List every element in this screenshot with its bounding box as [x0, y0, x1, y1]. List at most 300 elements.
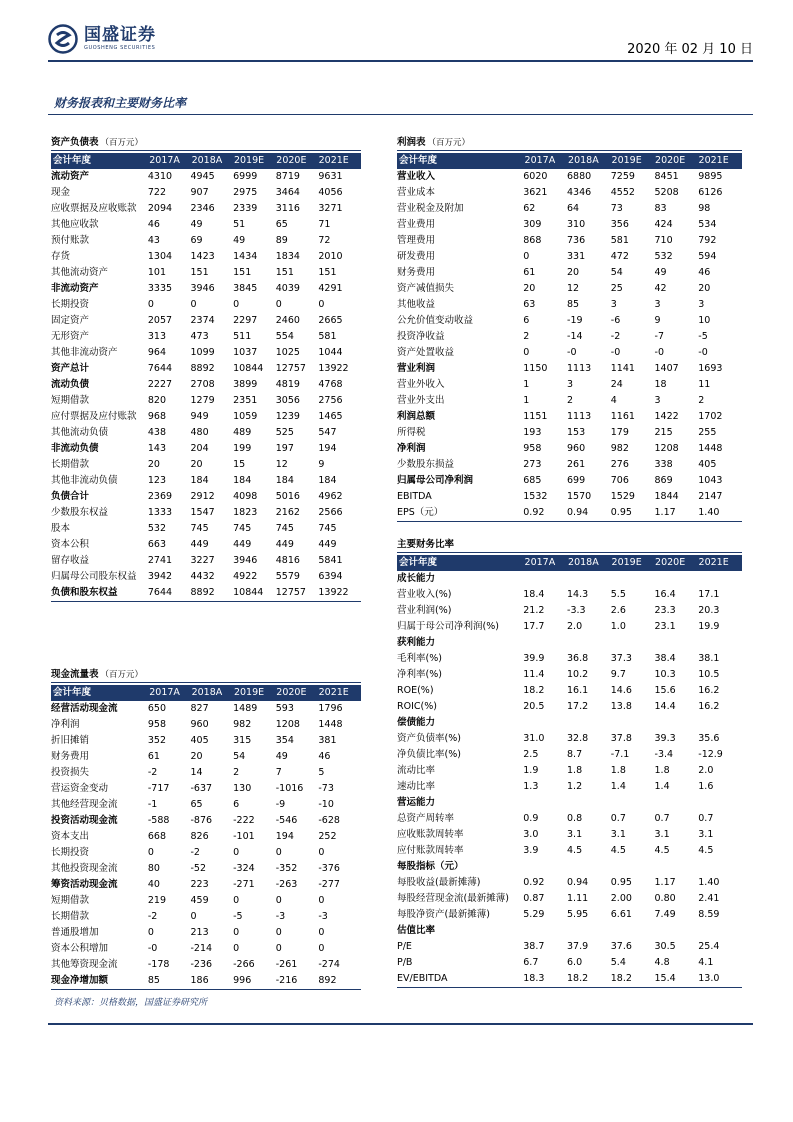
cell-value: 1693: [698, 363, 723, 374]
cell-value: 184: [275, 475, 294, 486]
cell-value: 0.80: [654, 893, 676, 904]
table-title: [397, 136, 742, 151]
cell-value: 4.5: [567, 845, 583, 856]
cell-value: -9: [275, 799, 286, 810]
cell-value: 46: [698, 267, 711, 278]
cell-value: 6880: [567, 171, 592, 182]
cell-value: 179: [610, 427, 629, 438]
cell-value: [698, 715, 742, 731]
cell-value: 5.29: [523, 909, 545, 920]
cell-value: -3: [318, 911, 328, 922]
row-label: 短期借款: [51, 895, 90, 906]
row-label: 总资产周转率: [397, 813, 455, 824]
cell-value: 3845: [233, 283, 258, 294]
cell-value: [655, 923, 699, 939]
cell-value: [523, 795, 567, 811]
section-row: [397, 859, 742, 875]
cell-value: 10.2: [567, 669, 589, 680]
year-header: 2020E: [276, 687, 307, 698]
table-header-row: [397, 153, 742, 169]
cell-value: 15.6: [654, 685, 676, 696]
cell-value: 273: [523, 459, 542, 470]
cell-value: 14: [190, 767, 203, 778]
row-label: 资本公积: [51, 539, 90, 550]
cell-value: 12: [567, 283, 580, 294]
cell-value: 4819: [275, 379, 300, 390]
row-label: 筹资活动现金流: [51, 879, 118, 890]
row-label: 现金净增加额: [51, 975, 109, 986]
row-label: 财务费用: [51, 751, 90, 762]
cell-value: 12: [275, 459, 288, 470]
table-row: [397, 731, 742, 747]
year-header: 2020E: [655, 155, 686, 166]
section-row: [397, 571, 742, 587]
cell-value: 15: [233, 459, 246, 470]
row-label: 资产总计: [51, 363, 90, 374]
table-row: [397, 393, 742, 409]
row-label: 获利能力: [397, 637, 436, 648]
cell-value: -73: [318, 783, 334, 794]
cell-value: 40: [147, 879, 160, 890]
table-row: [51, 909, 361, 925]
cell-value: 10.3: [654, 669, 676, 680]
table-header-row: [51, 153, 361, 169]
row-label: 成长能力: [397, 573, 436, 584]
cell-value: 13.0: [698, 973, 720, 984]
row-label: 应付账款周转率: [397, 845, 464, 856]
cell-value: 4291: [318, 283, 343, 294]
cell-value: 2147: [698, 491, 723, 502]
cell-value: 11: [698, 379, 711, 390]
table-row: [51, 733, 361, 749]
cell-value: 996: [233, 975, 252, 986]
cell-value: 0: [147, 847, 154, 858]
cell-value: 25: [610, 283, 623, 294]
table-row: [51, 797, 361, 813]
cell-value: 868: [523, 235, 542, 246]
table-row: [51, 765, 361, 781]
cell-value: 6.61: [610, 909, 632, 920]
cell-value: 0: [275, 943, 282, 954]
cell-value: 2460: [275, 315, 300, 326]
cell-value: 315: [233, 735, 252, 746]
cell-value: 5.4: [610, 957, 626, 968]
row-label: 营业税金及附加: [397, 203, 464, 214]
cell-value: -2: [147, 767, 158, 778]
cell-value: [698, 635, 742, 651]
cell-value: 7644: [147, 587, 173, 598]
row-label: 每股净资产(最新摊薄): [397, 909, 490, 920]
cell-value: 4962: [318, 491, 343, 502]
row-label: 营业收入(%): [397, 589, 452, 600]
row-label: 长期投资: [51, 847, 90, 858]
cell-value: 1141: [610, 363, 635, 374]
table-row: [397, 425, 742, 441]
cell-value: 405: [698, 459, 717, 470]
table-row: [51, 505, 361, 521]
cell-value: 37.3: [610, 653, 632, 664]
table-title-text: 利润表: [397, 137, 426, 148]
cell-value: 1702: [698, 411, 723, 422]
row-label: 其他筹资现金流: [51, 959, 118, 970]
cell-value: 0.8: [567, 813, 583, 824]
row-label: 估值比率: [397, 925, 436, 936]
cell-value: -14: [567, 331, 583, 342]
table-row: [397, 651, 742, 667]
cell-value: 46: [318, 751, 331, 762]
year-header: 2017A: [524, 155, 556, 166]
year-header: 2017A: [149, 687, 180, 698]
cell-value: 745: [275, 523, 294, 534]
cell-value: 65: [275, 219, 288, 230]
cell-value: [611, 923, 655, 939]
cell-value: 14.4: [654, 701, 676, 712]
cell-value: 1.40: [698, 507, 720, 518]
cell-value: 722: [147, 187, 167, 198]
cell-value: 30.5: [654, 941, 676, 952]
cell-value: -3: [275, 911, 286, 922]
cell-value: 0: [318, 943, 325, 954]
cell-value: 14.3: [567, 589, 589, 600]
cell-value: 98: [698, 203, 711, 214]
cell-value: -12.9: [698, 749, 723, 760]
cell-value: 1208: [275, 719, 300, 730]
cell-value: 20: [523, 283, 536, 294]
table-row: [51, 361, 361, 377]
cell-value: 3.1: [567, 829, 583, 840]
cell-value: 1570: [567, 491, 592, 502]
cell-value: 2162: [275, 507, 300, 518]
year-header: 2020E: [276, 155, 307, 166]
row-label: 少数股东损益: [397, 459, 455, 470]
cell-value: 3.1: [610, 829, 626, 840]
table-header-row: [51, 685, 361, 701]
row-label: P/B: [397, 957, 413, 968]
cell-value: 699: [567, 475, 586, 486]
cell-value: 1279: [190, 395, 215, 406]
cell-value: -266: [233, 959, 255, 970]
cell-value: -376: [318, 863, 340, 874]
cell-value: 650: [147, 703, 167, 714]
year-header: 2019E: [611, 155, 642, 166]
table-row: [397, 265, 742, 281]
year-header: 2021E: [698, 155, 729, 166]
cell-value: 6: [523, 315, 530, 326]
cell-value: 4098: [233, 491, 258, 502]
year-header: 2021E: [318, 155, 349, 166]
table-row: [397, 619, 742, 635]
table-row: [51, 893, 361, 909]
cell-value: 968: [147, 411, 167, 422]
year-header: 2018A: [191, 687, 223, 698]
cell-value: 194: [318, 443, 337, 454]
table-row: [397, 169, 742, 185]
cell-value: 39.9: [523, 653, 545, 664]
cell-value: 745: [190, 523, 209, 534]
cell-value: 130: [233, 783, 252, 794]
cell-value: 38.4: [654, 653, 676, 664]
row-label: 长期投资: [51, 299, 90, 310]
cell-value: 745: [318, 523, 337, 534]
row-label: 应收票据及应收账款: [51, 203, 137, 214]
row-label: 长期借款: [51, 459, 90, 470]
row-label: 无形资产: [51, 331, 90, 342]
cell-value: 0: [233, 847, 240, 858]
cell-value: 2756: [318, 395, 343, 406]
cell-value: [655, 715, 699, 731]
row-label: EBITDA: [397, 491, 432, 502]
cell-value: 16.4: [654, 589, 676, 600]
cell-value: 14.6: [610, 685, 632, 696]
cell-value: 5016: [275, 491, 300, 502]
cell-value: 4552: [610, 187, 635, 198]
row-label: 现金: [51, 187, 71, 198]
cell-value: 5: [318, 767, 325, 778]
cell-value: 3116: [275, 203, 300, 214]
row-label: 资本公积增加: [51, 943, 109, 954]
table-title: [51, 136, 361, 151]
row-label: 其他收益: [397, 299, 436, 310]
source-note: 资料来源：贝格数据，国盛证券研究所: [54, 998, 208, 1008]
cell-value: [567, 923, 611, 939]
cell-value: 0: [147, 927, 154, 938]
company-logo: [48, 20, 156, 58]
cell-value: 3946: [190, 283, 215, 294]
cell-value: 51: [233, 219, 246, 230]
row-label: 所得税: [397, 427, 426, 438]
row-label: 其他非流动资产: [51, 347, 118, 358]
table-row: [397, 891, 742, 907]
cell-value: 10844: [233, 587, 264, 598]
cell-value: 668: [147, 831, 167, 842]
cell-value: 982: [233, 719, 252, 730]
cell-value: 2: [567, 395, 574, 406]
cell-value: 892: [318, 975, 337, 986]
row-label: 利润总额: [397, 411, 436, 422]
cell-value: 1239: [275, 411, 300, 422]
year-header: 2021E: [318, 687, 349, 698]
cell-value: 38.7: [523, 941, 545, 952]
cell-value: 9631: [318, 171, 343, 182]
row-label: 净利润: [397, 443, 426, 454]
header-divider: [48, 60, 753, 62]
row-label: 资产减值损失: [397, 283, 455, 294]
cell-value: 6020: [523, 171, 548, 182]
table-row: [397, 907, 742, 923]
row-label: 其他投资现金流: [51, 863, 118, 874]
cell-value: [611, 795, 655, 811]
cell-value: 0: [318, 299, 325, 310]
cell-value: 7: [275, 767, 282, 778]
cell-value: 356: [610, 219, 629, 230]
cell-value: -101: [233, 831, 255, 842]
cell-value: 3621: [523, 187, 548, 198]
table-row: [51, 941, 361, 957]
cell-value: 2566: [318, 507, 343, 518]
cell-value: -324: [233, 863, 255, 874]
cell-value: 24: [610, 379, 623, 390]
year-header: 2017A: [524, 557, 556, 568]
cell-value: 710: [654, 235, 673, 246]
cell-value: 449: [318, 539, 337, 550]
cell-value: 1465: [318, 411, 343, 422]
row-label: 股本: [51, 523, 71, 534]
cell-value: 1.8: [567, 765, 583, 776]
cell-value: 1113: [567, 411, 592, 422]
cell-value: 0: [233, 299, 240, 310]
cell-value: [523, 635, 567, 651]
cell-value: -628: [318, 815, 340, 826]
cell-value: 3227: [190, 555, 215, 566]
table-row: [397, 827, 742, 843]
cell-value: 1025: [275, 347, 300, 358]
row-label: 速动比率: [397, 781, 436, 792]
cell-value: 4056: [318, 187, 343, 198]
cell-value: 1150: [523, 363, 548, 374]
cell-value: [655, 859, 699, 875]
table-row: [51, 393, 361, 409]
cell-value: 3942: [147, 571, 173, 582]
table-row: [397, 473, 742, 489]
cell-value: 2: [523, 331, 530, 342]
table-unit: （百万元）: [100, 670, 144, 680]
table-row: [397, 683, 742, 699]
row-label: 公允价值变动收益: [397, 315, 474, 326]
cell-value: -5: [698, 331, 708, 342]
cell-value: 8892: [190, 363, 215, 374]
row-label: 营业外支出: [397, 395, 445, 406]
cell-value: 61: [147, 751, 160, 762]
cell-value: 1532: [523, 491, 548, 502]
cell-value: -0: [567, 347, 577, 358]
cell-value: 820: [147, 395, 167, 406]
cell-value: [523, 715, 567, 731]
cell-value: 480: [190, 427, 209, 438]
row-label: 投资活动现金流: [51, 815, 118, 826]
cell-value: [567, 635, 611, 651]
cell-value: 20.5: [523, 701, 545, 712]
cell-value: 1.8: [610, 765, 626, 776]
cell-value: 907: [190, 187, 209, 198]
table-row: [397, 667, 742, 683]
row-label: 营业外收入: [397, 379, 445, 390]
cell-value: 685: [523, 475, 542, 486]
cell-value: 0: [523, 251, 530, 262]
table-row: [397, 587, 742, 603]
cell-value: 1333: [147, 507, 173, 518]
cell-value: -178: [147, 959, 170, 970]
row-label: 非流动资产: [51, 283, 99, 294]
row-label: 投资净收益: [397, 331, 445, 342]
cell-value: 7259: [610, 171, 635, 182]
cell-value: 1448: [698, 443, 723, 454]
cell-value: 827: [190, 703, 209, 714]
cell-value: 0: [190, 911, 197, 922]
cell-value: 46: [147, 219, 160, 230]
cell-value: 3946: [233, 555, 258, 566]
cell-value: -546: [275, 815, 298, 826]
cell-value: 65: [190, 799, 203, 810]
table-row: [51, 329, 361, 345]
table-row: [397, 201, 742, 217]
table-row: [397, 409, 742, 425]
cell-value: 3335: [147, 283, 173, 294]
cell-value: 1208: [654, 443, 679, 454]
cell-value: 511: [233, 331, 252, 342]
row-label: 其他流动负债: [51, 427, 109, 438]
cell-value: 9.7: [610, 669, 626, 680]
table-row: [397, 843, 742, 859]
table-row: [397, 811, 742, 827]
cell-value: 8719: [275, 171, 300, 182]
cell-value: -7: [654, 331, 664, 342]
row-label: 预付账款: [51, 235, 90, 246]
cell-value: 3464: [275, 187, 300, 198]
cell-value: 0: [523, 347, 530, 358]
cell-value: 6126: [698, 187, 723, 198]
cell-value: 473: [190, 331, 209, 342]
header-label: 会计年度: [53, 687, 92, 698]
cell-value: 4.8: [654, 957, 670, 968]
cell-value: 37.9: [567, 941, 589, 952]
cell-value: 5.95: [567, 909, 589, 920]
cell-value: -7.1: [610, 749, 630, 760]
page-header: [48, 20, 753, 58]
cell-value: 4945: [190, 171, 215, 182]
cell-value: [698, 923, 742, 939]
year-header: 2018A: [568, 155, 599, 166]
cell-value: 1: [523, 395, 530, 406]
cell-value: 0.92: [523, 877, 545, 888]
table-row: [397, 233, 742, 249]
cell-value: 949: [190, 411, 209, 422]
table-row: [51, 473, 361, 489]
cell-value: -352: [275, 863, 298, 874]
cash-flow-table: [51, 668, 361, 990]
cell-value: 1151: [523, 411, 548, 422]
cell-value: 184: [233, 475, 252, 486]
cell-value: -876: [190, 815, 213, 826]
cell-value: 13922: [318, 363, 349, 374]
cell-value: -277: [318, 879, 340, 890]
cell-value: 20: [567, 267, 580, 278]
cell-value: 1.0: [610, 621, 626, 632]
cell-value: 4922: [233, 571, 258, 582]
cell-value: 71: [318, 219, 331, 230]
cell-value: 593: [275, 703, 294, 714]
cell-value: 255: [698, 427, 717, 438]
cell-value: 186: [190, 975, 209, 986]
cell-value: 2708: [190, 379, 215, 390]
cell-value: 17.7: [523, 621, 545, 632]
cell-value: 1844: [654, 491, 679, 502]
row-label: 其他非流动负债: [51, 475, 118, 486]
cell-value: 3899: [233, 379, 258, 390]
cell-value: 23.1: [654, 621, 676, 632]
row-label: 营业利润(%): [397, 605, 452, 616]
cell-value: 2.6: [610, 605, 626, 616]
cell-value: 18.4: [523, 589, 545, 600]
cell-value: -274: [318, 959, 340, 970]
cell-value: 20: [190, 459, 203, 470]
cell-value: 151: [190, 267, 209, 278]
cell-value: 792: [698, 235, 717, 246]
cell-value: 4.1: [698, 957, 714, 968]
cell-value: 2057: [147, 315, 173, 326]
table-row: [51, 489, 361, 505]
table-row: [397, 313, 742, 329]
cell-value: 4.5: [654, 845, 670, 856]
